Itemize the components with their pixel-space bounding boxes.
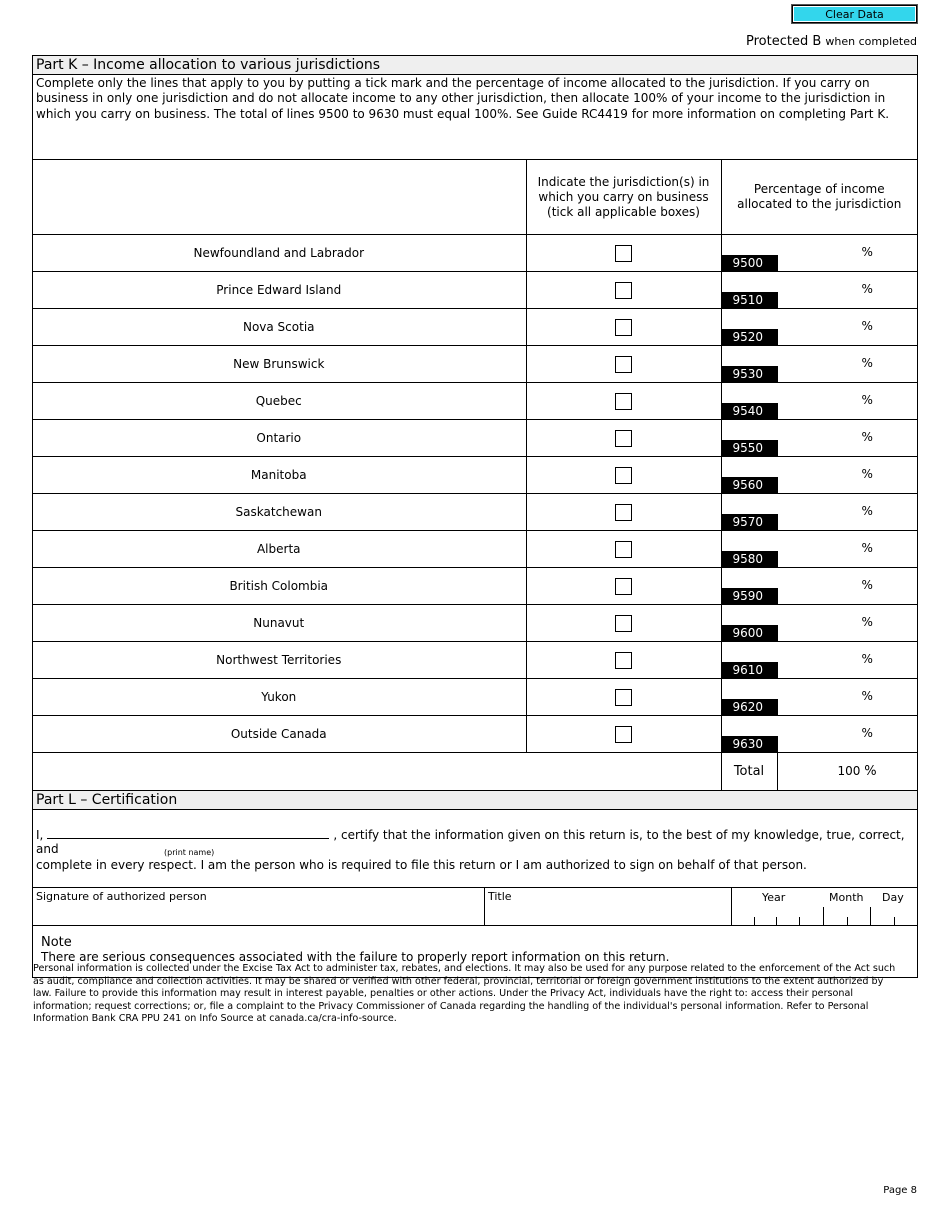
percentage-field[interactable]	[721, 346, 918, 383]
percentage-field[interactable]	[721, 457, 918, 494]
percentage-field[interactable]	[721, 272, 918, 309]
date-divider	[823, 907, 824, 925]
jurisdiction-name: Ontario	[32, 420, 526, 457]
jurisdiction-name: New Brunswick	[32, 346, 526, 383]
total-value-field	[778, 753, 918, 790]
jurisdiction-checkbox[interactable]	[615, 615, 632, 632]
percentage-field[interactable]	[721, 716, 918, 753]
jurisdiction-checkbox[interactable]	[615, 467, 632, 484]
jurisdiction-table	[32, 159, 918, 791]
certification-block	[33, 810, 917, 888]
jurisdiction-checkbox[interactable]	[615, 578, 632, 595]
title-label: Title	[488, 890, 512, 903]
jurisdiction-checkbox[interactable]	[615, 282, 632, 299]
protected-b-label	[746, 34, 917, 49]
line-code: 9620	[722, 699, 778, 716]
jurisdiction-checkbox-cell	[526, 457, 721, 494]
percent-sign: %	[861, 430, 873, 444]
jurisdiction-row	[32, 420, 918, 457]
jurisdiction-checkbox-cell	[526, 346, 721, 383]
percent-sign: %	[861, 726, 873, 740]
jurisdiction-checkbox-cell	[526, 716, 721, 753]
date-tick	[847, 917, 848, 925]
jurisdiction-row	[32, 383, 918, 420]
jurisdiction-row	[32, 642, 918, 679]
jurisdiction-name: Nova Scotia	[32, 309, 526, 346]
jurisdiction-row	[32, 679, 918, 716]
total-unit: %	[864, 764, 877, 779]
total-blank	[32, 753, 721, 791]
protected-suffix: when completed	[825, 35, 917, 48]
jurisdiction-row	[32, 457, 918, 494]
jurisdiction-name: Manitoba	[32, 457, 526, 494]
percent-sign: %	[861, 282, 873, 296]
jurisdiction-checkbox-cell	[526, 420, 721, 457]
title-field[interactable]	[485, 888, 732, 925]
signature-field[interactable]	[33, 888, 485, 925]
form-body	[32, 55, 918, 978]
print-name-input[interactable]	[47, 827, 329, 839]
jurisdiction-name: British Colombia	[32, 568, 526, 605]
date-tick	[894, 917, 895, 925]
part-k-instructions: Complete only the lines that apply to you by putting a tick mark and the percentage of income allocated to the jurisdiction. If you carry on business in only one jurisdiction and do not allocate income to any other jurisdiction, then allocate 100% of your income to the jurisdiction in which you carry on business. The total of lines 9500 to 9630 must equal 100%. See Guide RC4419 for more information on completing Part K.	[36, 76, 890, 121]
jurisdiction-name: Saskatchewan	[32, 494, 526, 531]
jurisdiction-checkbox-cell	[526, 531, 721, 568]
percentage-field[interactable]	[721, 642, 918, 679]
total-label: Total	[722, 753, 778, 790]
jurisdiction-row	[32, 494, 918, 531]
percent-sign: %	[861, 245, 873, 259]
signature-label: Signature of authorized person	[36, 890, 207, 903]
month-label: Month	[829, 891, 864, 904]
jurisdiction-checkbox[interactable]	[615, 504, 632, 521]
line-code: 9600	[722, 625, 778, 642]
line-code: 9520	[722, 329, 778, 346]
jurisdiction-name: Alberta	[32, 531, 526, 568]
percent-sign: %	[861, 689, 873, 703]
jurisdiction-name: Prince Edward Island	[32, 272, 526, 309]
percent-sign: %	[861, 652, 873, 666]
note-text: There are serious consequences associated with the failure to properly report information on this return.	[41, 950, 670, 964]
certify-text: , certify that the information given on this return is, to the best of my knowledge, true, correct, and	[36, 828, 905, 856]
line-code: 9610	[722, 662, 778, 679]
jurisdiction-checkbox-cell	[526, 235, 721, 272]
percentage-field[interactable]	[721, 383, 918, 420]
date-divider	[870, 907, 871, 925]
percentage-field[interactable]	[721, 420, 918, 457]
header-percentage: Percentage of income allocated to the jurisdiction	[721, 160, 918, 235]
jurisdiction-checkbox-cell	[526, 568, 721, 605]
line-code: 9510	[722, 292, 778, 309]
jurisdiction-row	[32, 605, 918, 642]
percentage-field[interactable]	[721, 309, 918, 346]
percentage-field[interactable]	[721, 568, 918, 605]
line-code: 9630	[722, 736, 778, 753]
signature-row	[33, 888, 917, 926]
part-k-title: Part K – Income allocation to various jurisdictions	[33, 56, 917, 75]
jurisdiction-name: Newfoundland and Labrador	[32, 235, 526, 272]
jurisdiction-checkbox[interactable]	[615, 541, 632, 558]
i-label: I,	[36, 828, 44, 842]
percent-sign: %	[861, 467, 873, 481]
percentage-field[interactable]	[721, 235, 918, 272]
percent-sign: %	[861, 578, 873, 592]
jurisdiction-name: Yukon	[32, 679, 526, 716]
jurisdiction-checkbox[interactable]	[615, 245, 632, 262]
date-tick	[776, 917, 777, 925]
line-code: 9500	[722, 255, 778, 272]
jurisdiction-name: Nunavut	[32, 605, 526, 642]
percent-sign: %	[861, 319, 873, 333]
percent-sign: %	[861, 615, 873, 629]
page-number: Page 8	[883, 1185, 917, 1196]
privacy-notice: Personal information is collected under the Excise Tax Act to administer tax, rebates, and elections. It may also be used for any purpose related to the enforcement of the Act such as audit, compliance and collection activities. It may be shared or verified with other federal, provincial, territorial or foreign government institutions to the extent authorized by law. Failure to provide this information may result in interest payable, penalties or other actions. Under the Privacy Act, individuals have the right to: access their personal information; request corrections; or, file a complaint to the Privacy Commissioner of Canada regarding the handling of the individual's personal information. Refer to Personal Information Bank CRA PPU 241 on Info Source at canada.ca/cra-info-source.	[33, 963, 896, 1025]
jurisdiction-row	[32, 531, 918, 568]
jurisdiction-checkbox-cell	[526, 494, 721, 531]
jurisdiction-checkbox[interactable]	[615, 319, 632, 336]
percentage-field[interactable]	[721, 531, 918, 568]
jurisdiction-row	[32, 346, 918, 383]
line-code: 9570	[722, 514, 778, 531]
jurisdiction-name: Outside Canada	[32, 716, 526, 753]
jurisdiction-checkbox-cell	[526, 605, 721, 642]
certify-line-2: complete in every respect. I am the person who is required to file this return or I am authorized to sign on behalf of that person.	[36, 858, 807, 872]
total-value: 100	[837, 764, 861, 778]
protected-label: Protected B	[746, 34, 822, 49]
jurisdiction-checkbox-cell	[526, 679, 721, 716]
percentage-field[interactable]	[721, 679, 918, 716]
jurisdiction-name: Northwest Territories	[32, 642, 526, 679]
jurisdiction-row	[32, 309, 918, 346]
jurisdiction-row	[32, 235, 918, 272]
date-field[interactable]	[732, 888, 917, 925]
jurisdiction-checkbox[interactable]	[615, 726, 632, 743]
print-name-caption: (print name)	[164, 848, 215, 857]
jurisdiction-row	[32, 272, 918, 309]
day-label: Day	[882, 891, 904, 904]
jurisdiction-checkbox[interactable]	[615, 356, 632, 373]
percentage-field[interactable]	[721, 605, 918, 642]
percent-sign: %	[861, 504, 873, 518]
jurisdiction-checkbox[interactable]	[615, 652, 632, 669]
percentage-field[interactable]	[721, 494, 918, 531]
date-tick	[799, 917, 800, 925]
clear-data-button[interactable]: Clear Data	[792, 5, 917, 23]
line-code: 9560	[722, 477, 778, 494]
jurisdiction-row	[32, 568, 918, 605]
line-code: 9590	[722, 588, 778, 605]
jurisdiction-checkbox-cell	[526, 642, 721, 679]
line-code: 9540	[722, 403, 778, 420]
part-l-title: Part L – Certification	[33, 791, 917, 810]
header-blank	[32, 160, 526, 235]
jurisdiction-checkbox[interactable]	[615, 430, 632, 447]
jurisdiction-checkbox[interactable]	[615, 689, 632, 706]
jurisdiction-checkbox-cell	[526, 309, 721, 346]
header-indicate: Indicate the jurisdiction(s) in which you carry on business (tick all applicable boxes)	[526, 160, 721, 235]
year-label: Year	[762, 891, 786, 904]
jurisdiction-checkbox[interactable]	[615, 393, 632, 410]
line-code: 9580	[722, 551, 778, 568]
jurisdiction-row	[32, 716, 918, 753]
percent-sign: %	[861, 356, 873, 370]
jurisdiction-checkbox-cell	[526, 383, 721, 420]
jurisdiction-name: Quebec	[32, 383, 526, 420]
line-code: 9550	[722, 440, 778, 457]
total-cell	[721, 753, 918, 791]
note-title: Note	[41, 935, 72, 950]
line-code: 9530	[722, 366, 778, 383]
percent-sign: %	[861, 541, 873, 555]
jurisdiction-checkbox-cell	[526, 272, 721, 309]
percent-sign: %	[861, 393, 873, 407]
date-tick	[754, 917, 755, 925]
